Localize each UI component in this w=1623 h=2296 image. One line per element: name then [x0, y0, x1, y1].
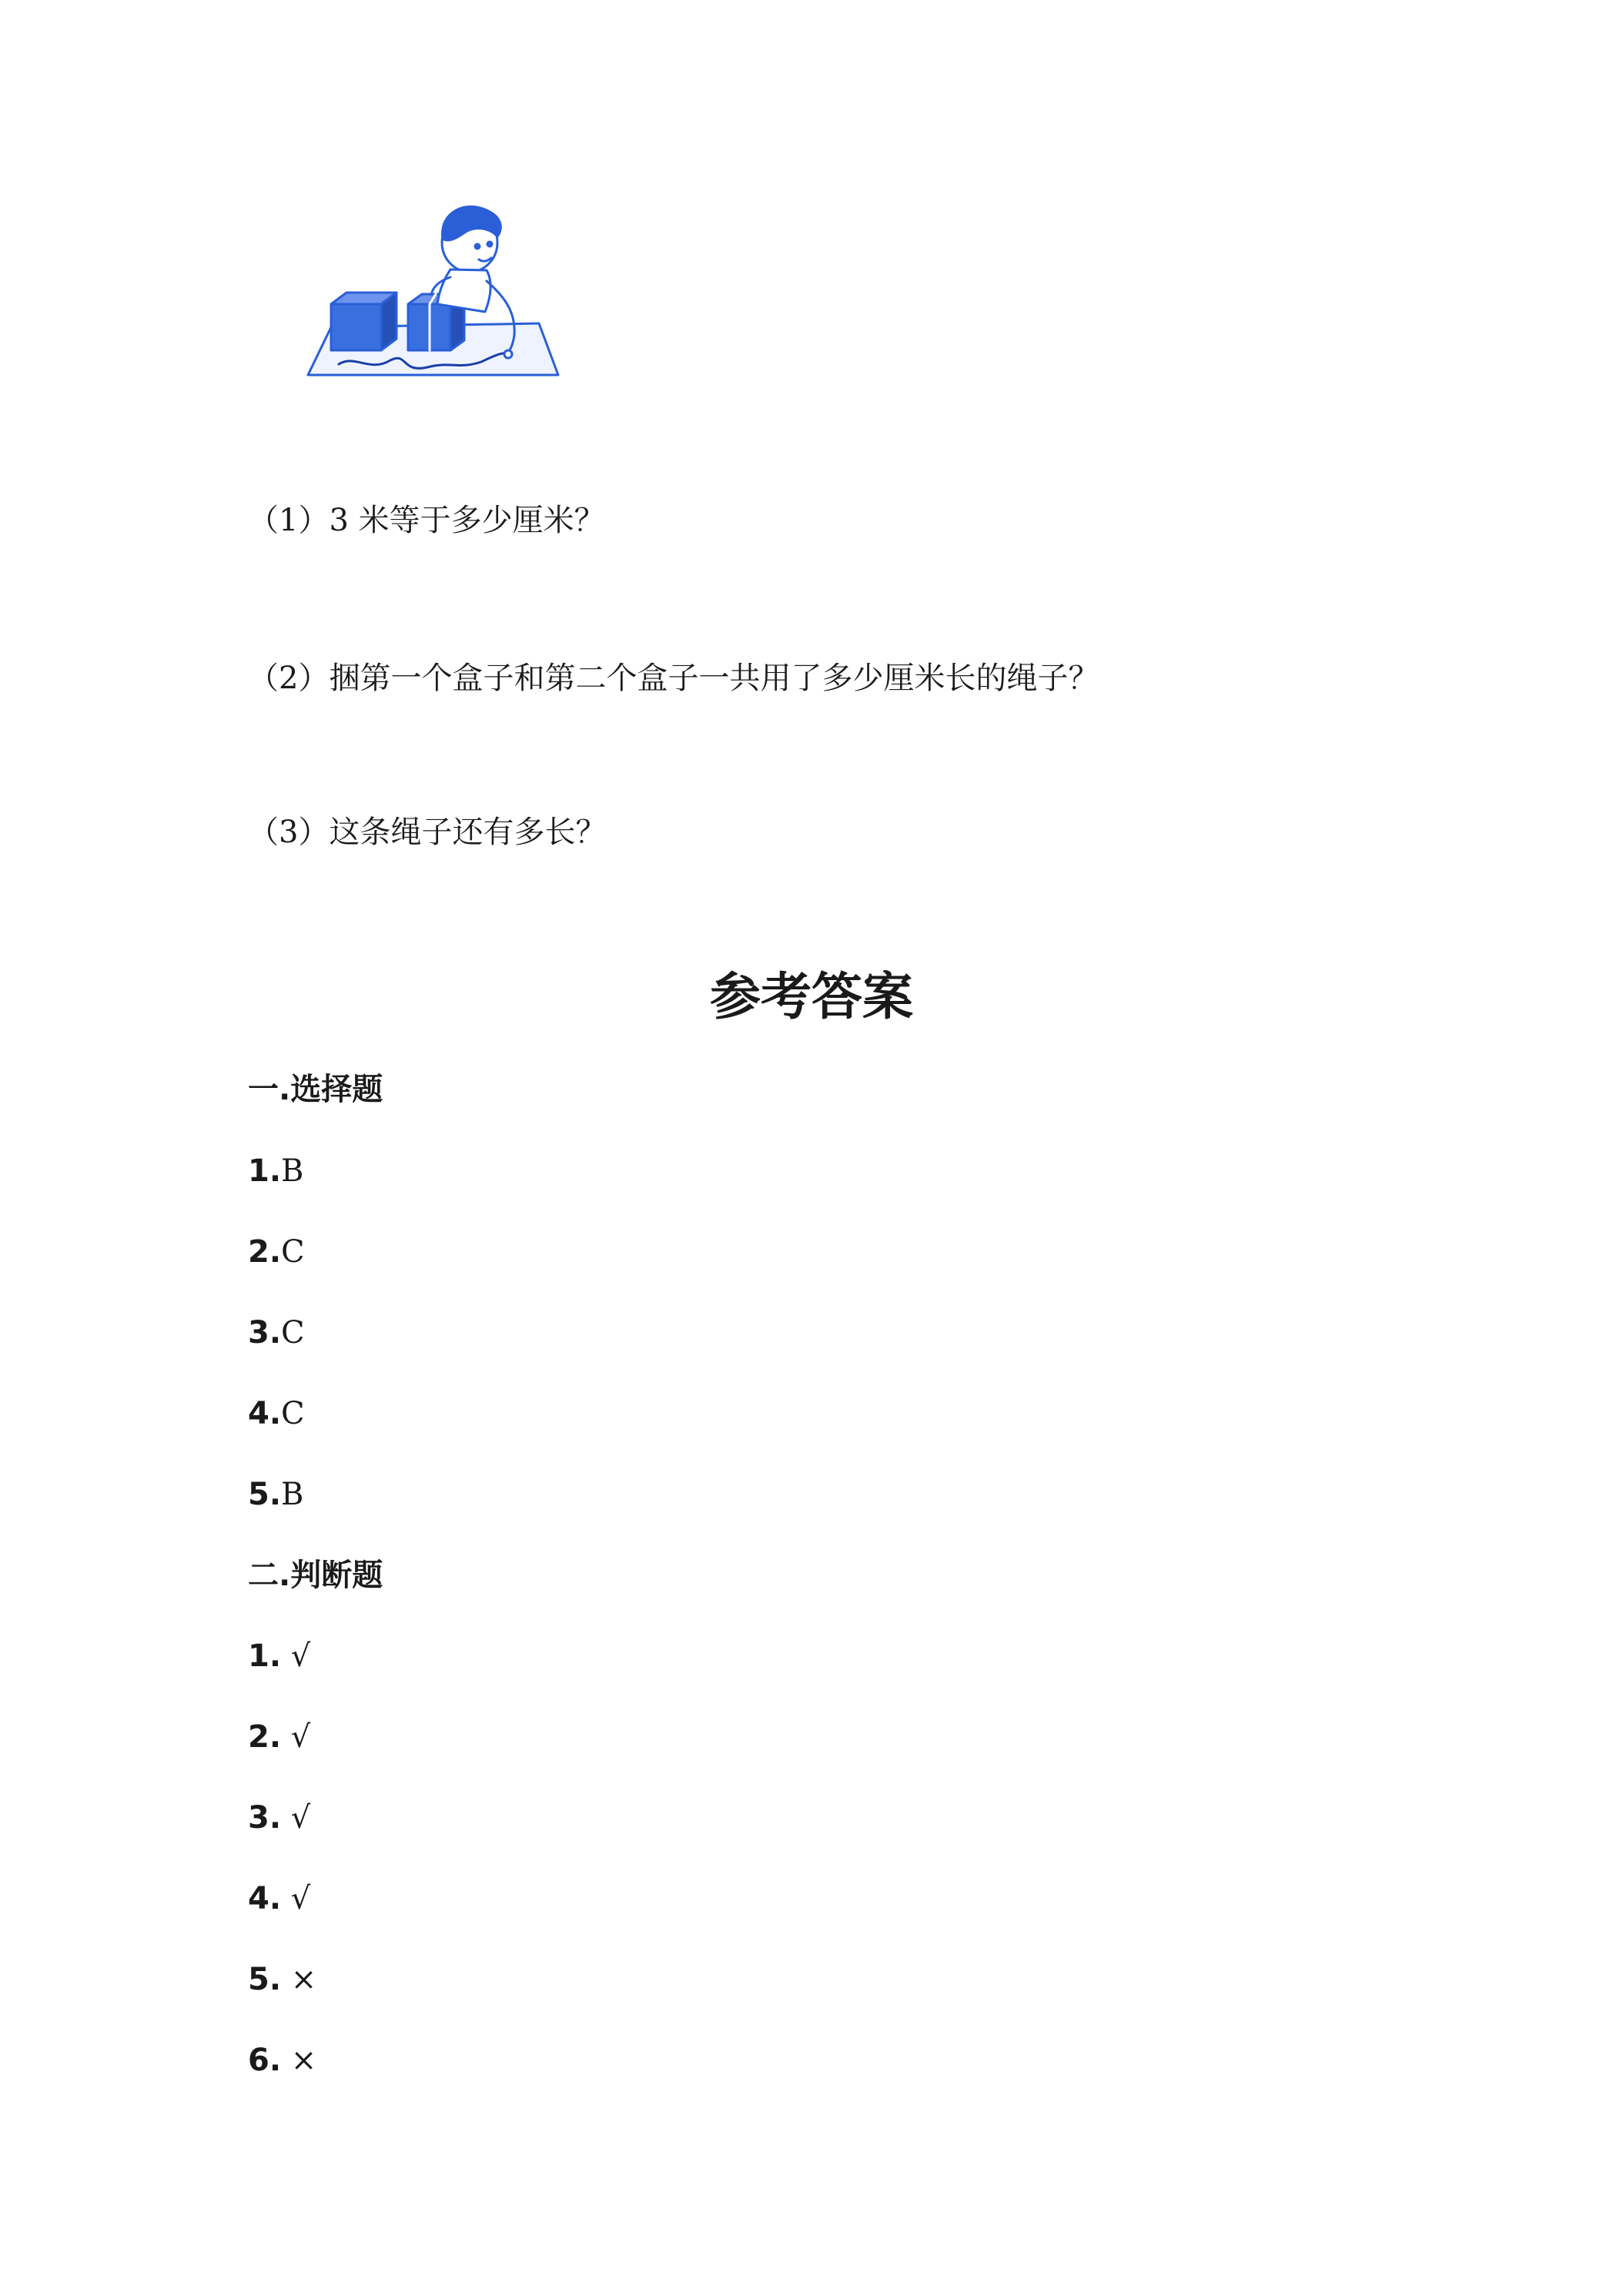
answer-number: 1.	[248, 1153, 282, 1189]
answer-item	[248, 1638, 310, 1675]
question-1: （1）3 米等于多少厘米？	[248, 503, 605, 538]
answer-value: C	[281, 1315, 305, 1350]
answer-value: ×	[290, 1962, 317, 1997]
boy-tying-boxes-illustration	[285, 196, 577, 381]
answer-item	[248, 1799, 310, 1836]
answer-number: 2.	[248, 1719, 282, 1755]
answer-item	[248, 1476, 303, 1513]
answer-number: 4.	[248, 1881, 282, 1916]
answer-number: 3.	[248, 1800, 282, 1836]
answer-item	[248, 1153, 303, 1190]
answer-value: √	[290, 1719, 311, 1755]
answer-value: C	[281, 1234, 305, 1270]
section-heading-multiple-choice: 一.选择题	[248, 1072, 383, 1107]
answer-value: B	[281, 1153, 304, 1189]
question-2: （2）捆第一个盒子和第二个盒子一共用了多少厘米长的绳子？	[248, 661, 1099, 696]
answer-item	[248, 1314, 305, 1351]
answer-key-title: 参考答案	[710, 967, 913, 1026]
answer-number: 1.	[248, 1638, 282, 1674]
answer-item	[248, 1395, 305, 1432]
answer-value: √	[290, 1800, 311, 1836]
answer-value: √	[290, 1638, 311, 1674]
answer-number: 6.	[248, 2043, 282, 2078]
answer-value: √	[290, 1881, 311, 1916]
answer-number: 2.	[248, 1234, 282, 1270]
answer-number: 5.	[248, 1477, 282, 1512]
question-3: （3）这条绳子还有多长？	[248, 815, 607, 850]
answer-item	[248, 1961, 316, 1998]
answer-item	[248, 1719, 310, 1755]
answer-value: ×	[290, 2043, 317, 2078]
answer-item	[248, 1233, 305, 1270]
answer-number: 3.	[248, 1315, 282, 1350]
answer-item	[248, 1880, 310, 1917]
answer-number: 4.	[248, 1396, 282, 1431]
answer-number: 5.	[248, 1962, 282, 1997]
answer-value: B	[281, 1477, 304, 1512]
answer-item	[248, 2042, 316, 2079]
answer-value: C	[281, 1396, 305, 1431]
section-heading-true-false: 二.判断题	[248, 1558, 383, 1593]
